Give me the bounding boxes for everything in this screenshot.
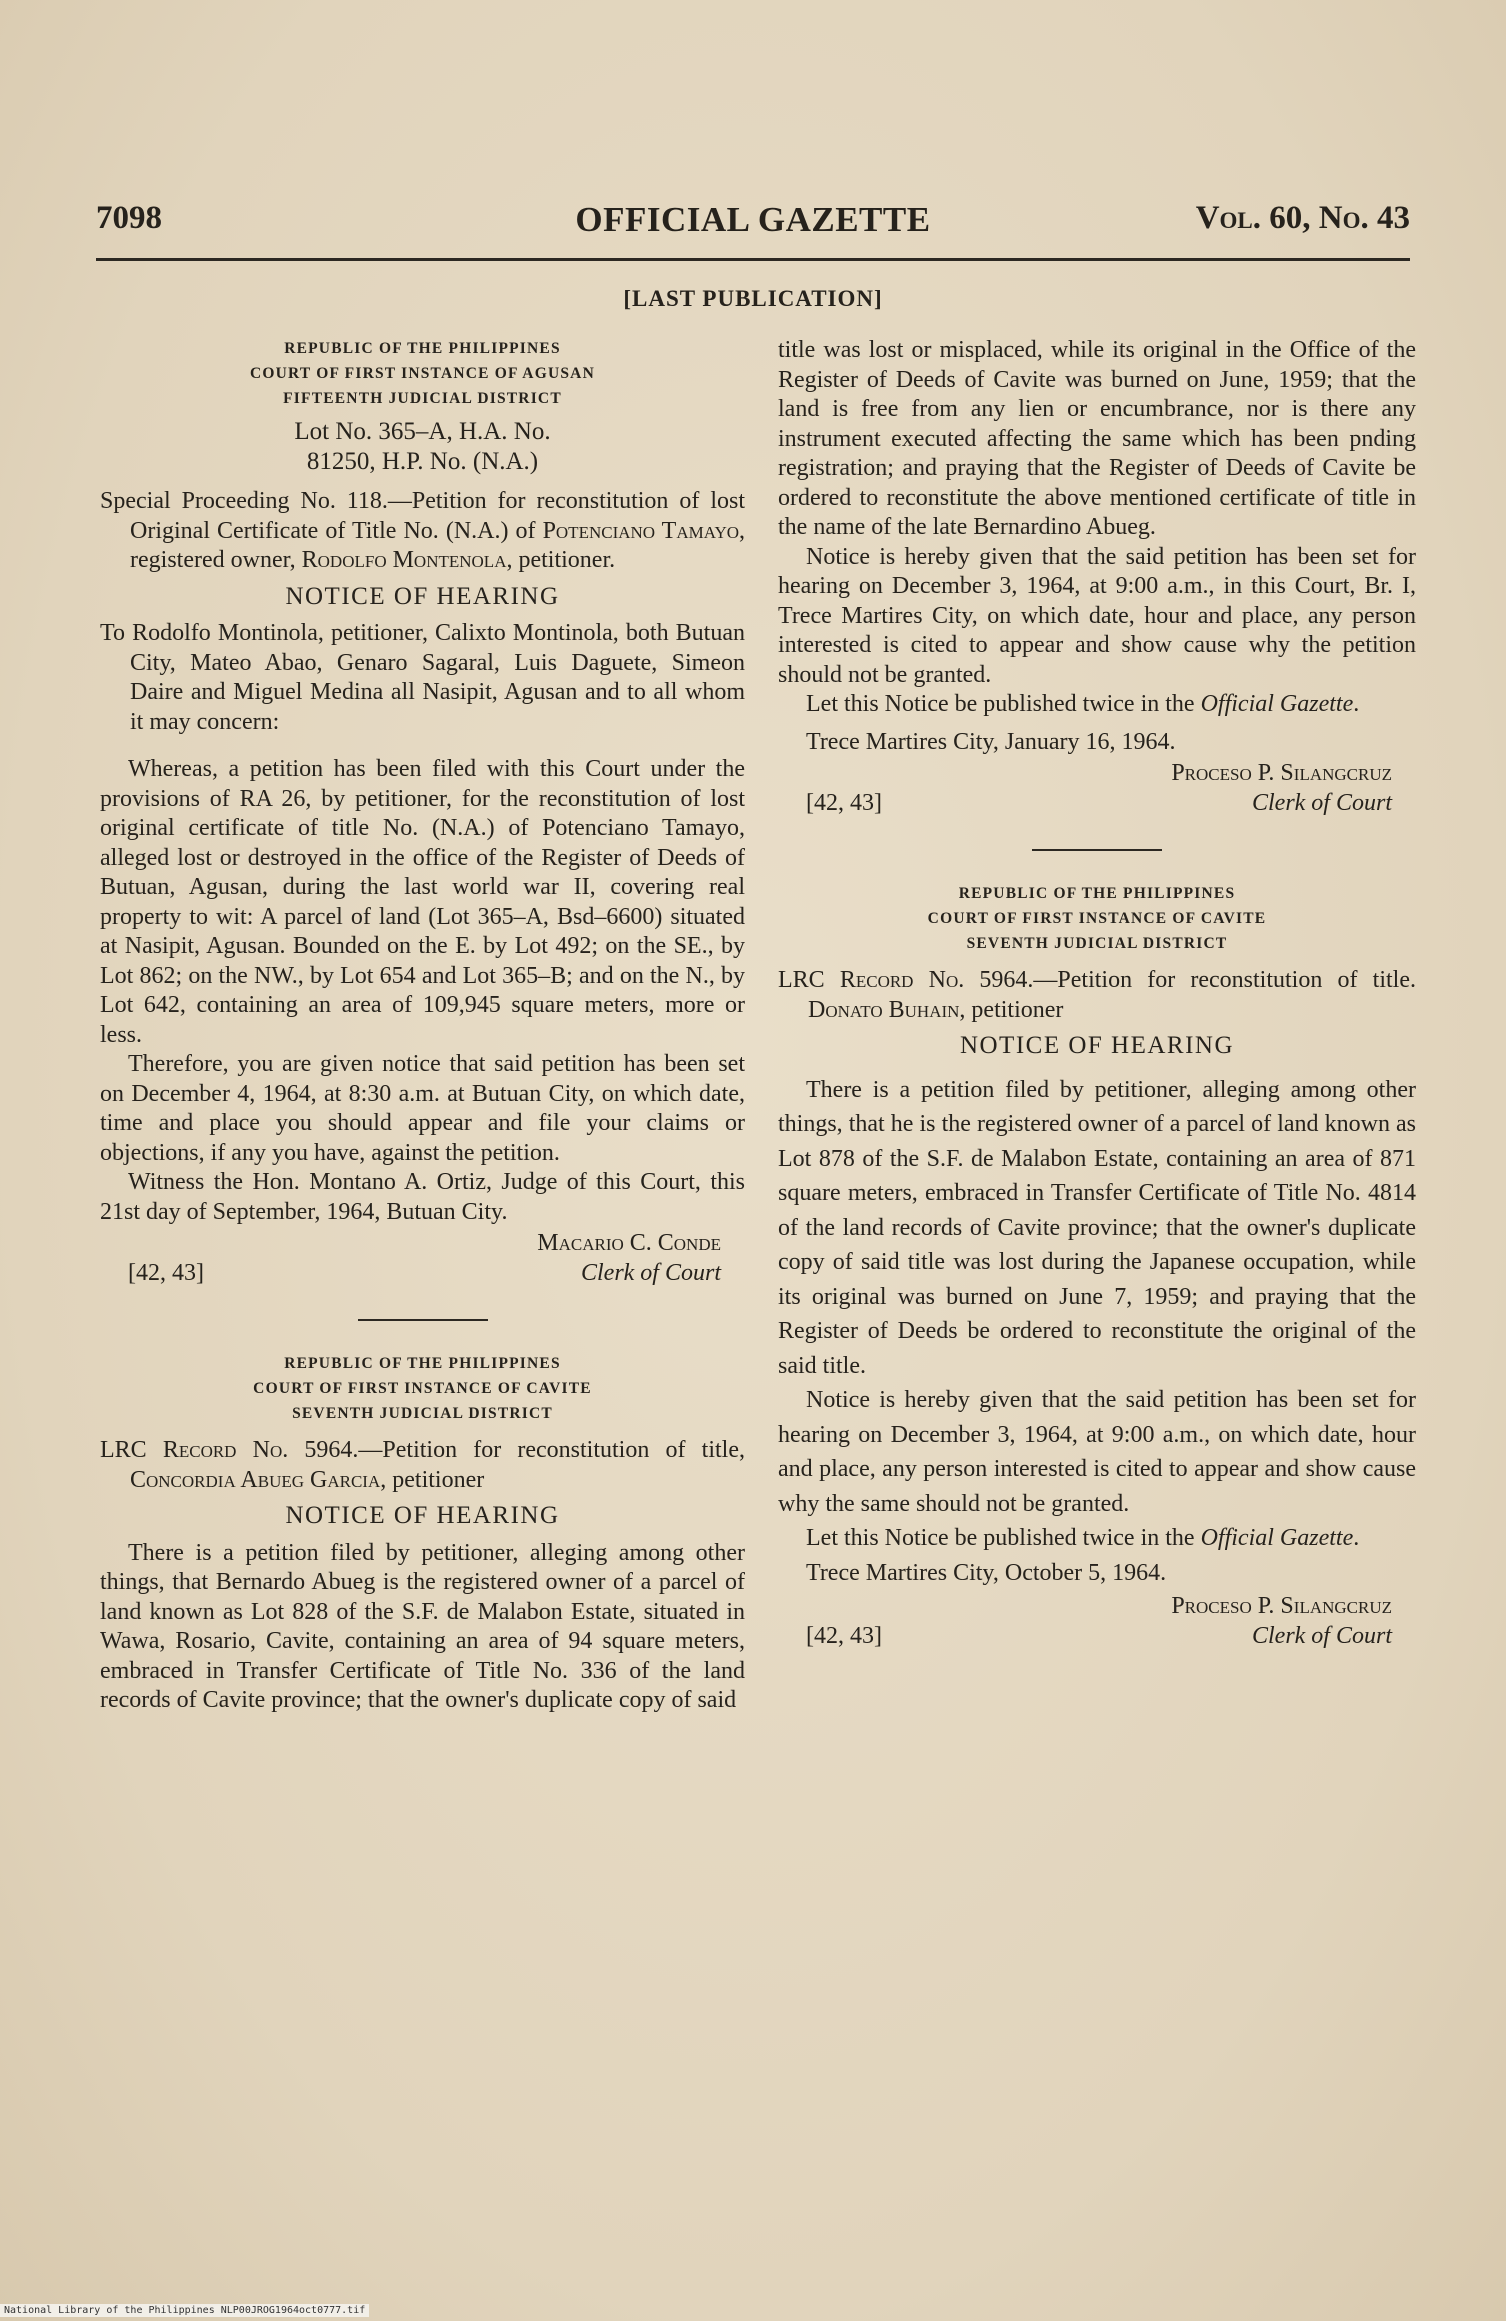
instruction-text: . — [1353, 691, 1360, 717]
publication-instruction — [778, 1521, 1416, 1556]
left-column — [100, 336, 745, 1716]
lot-reference — [100, 417, 745, 477]
section-separator — [358, 1319, 488, 1321]
lot-line-2: 81250, H.P. No. (N.A.) — [306, 448, 539, 475]
instruction-text: . — [1353, 1525, 1360, 1551]
signatory-title: Clerk of Court — [1251, 790, 1392, 816]
record-caption — [778, 966, 1416, 1025]
publication-name: Official Gazette — [1200, 691, 1354, 717]
signatory-name: Proceso P. Silangcruz — [1171, 1593, 1392, 1619]
notice-heading: NOTICE OF HEARING — [285, 582, 560, 610]
court-district: SEVENTH JUDICIAL DISTRICT — [292, 1405, 553, 1422]
loose-body — [778, 1073, 1416, 1591]
issue-reference: [42, 43] — [128, 1260, 204, 1286]
body-paragraph: Notice is hereby given that the said petition has been set for hearing on December 3, 1964, at 9:00 a.m., in this Court, Br. I, Trece Martires City, on which date, hour and place, any person interested is cited to appear and show cause why the petition should not be granted. — [778, 543, 1416, 688]
record-label: LRC Record No — [778, 967, 959, 993]
signatory-name: Proceso P. Silangcruz — [1171, 760, 1392, 786]
body-paragraph: Witness the Hon. Montano A. Ortiz, Judge of this Court, this 21st day of September, 1964, Butuan City. — [100, 1169, 745, 1225]
petitioner-name: Rodolfo Montenola — [301, 547, 507, 573]
notice-cavite-buhain — [778, 881, 1416, 1654]
volume-issue: Vol. 60, No. 43 — [1195, 200, 1410, 236]
notice-agusan — [100, 336, 745, 1291]
header-rule — [96, 258, 1410, 261]
publication-instruction — [778, 690, 1416, 720]
proceeding-caption — [100, 487, 745, 576]
caption-text: Special Proceeding No. 118.—Petition for reconstitution of lost Original Certificate of Title No. (N.A.) of — [100, 488, 745, 544]
issue-reference: [42, 43] — [806, 1623, 882, 1649]
running-header — [96, 200, 1410, 250]
caption-text: . 5964.—Petition for reconstitution of title, — [282, 1437, 745, 1463]
caption-text: , petitioner — [380, 1466, 485, 1493]
notice-cavite-garcia-continued — [778, 336, 1416, 821]
court-republic: REPUBLIC OF THE PHILIPPINES — [284, 1355, 561, 1372]
body-paragraph: Whereas, a petition has been filed with this Court under the provisions of RA 26, by petitioner, for the reconstitution of lost original certificate of title No. (N.A.) of Potenciano Tamayo, alleged lost or destroyed in the office of the Register of Deeds of Butuan, Agusan, during the last world war II, covering real property to wit: A parcel of land (Lot 365–A, Bsd–6600) situated at Nasipit, Agusan. Bounded on the E. by Lot 492; on the SE., by Lot 862; on the NW., by Lot 654 and Lot 365–B; and on the N., by Lot 642, containing an area of 109,945 square meters, more or less. — [100, 756, 745, 1048]
body-paragraph: There is a petition filed by petitioner, alleging among other things, that he is the registered owner of a parcel of land known as Lot 878 of the S.F. de Malabon Estate, containing an area of 871 square meters, embraced in Transfer Certificate of Title No. 4814 of the land records of Cavite province; that the owner's duplicate copy of said title was lost during the Japanese occupation, while its original was burned on June 7, 1959; and praying that the Register of Deeds be ordered to reconstitute the original of the said title. — [778, 1076, 1416, 1379]
publication-name: Official Gazette — [1200, 1525, 1354, 1551]
court-district: FIFTEENTH JUDICIAL DISTRICT — [283, 390, 562, 407]
court-republic: REPUBLIC OF THE PHILIPPINES — [284, 340, 561, 357]
signature-block — [778, 1590, 1416, 1654]
body-paragraph: There is a petition filed by petitioner, alleging among other things, that Bernardo Abueg is the registered owner of a parcel of land known as Lot 828 of the S.F. de Malabon Estate, situated in Wawa, Rosario, Cavite, containing an area of 94 square meters, embraced in Transfer Certificate of Title No. 336 of the land records of Cavite province; that the owner's duplicate copy of said — [100, 1539, 745, 1713]
registered-owner: Potenciano Tamayo — [542, 517, 739, 544]
petitioner-name: Donato Buhain — [808, 996, 960, 1023]
signature-block — [778, 757, 1416, 821]
body-paragraph-continued: title was lost or misplaced, while its original in the Office of the Register of Deeds of Cavite was burned on June, 1959; that the land is free from any lien or encumbrance, nor is there any instrument executed affecting the same which has been pnding registration; and praying that the Register of Deeds of Cavite be ordered to reconstitute the above mentioned certificate of title in the name of the late Bernardino Abueg. — [778, 337, 1416, 540]
court-republic: REPUBLIC OF THE PHILIPPINES — [958, 885, 1236, 902]
section-separator — [1032, 849, 1162, 851]
last-publication-banner: [LAST PUBLICATION] — [623, 286, 883, 311]
caption-text: , petitioner — [959, 996, 1064, 1023]
instruction-text: Let this Notice be published twice in the — [806, 691, 1201, 717]
instruction-text: Let this Notice be published twice in the — [806, 1525, 1201, 1551]
record-caption — [100, 1436, 745, 1495]
body-paragraph: Notice is hereby given that the said petition has been set for hearing on December 3, 1964, at 9:00 a.m., on which date, hour and place, any person interested is cited to appear and show cause why the same should not be granted. — [778, 1387, 1416, 1517]
notice-heading: NOTICE OF HEARING — [959, 1032, 1235, 1059]
signatory-title: Clerk of Court — [1251, 1623, 1392, 1649]
lot-line-1: Lot No. 365–A, H.A. No. — [294, 418, 551, 445]
notice-heading: NOTICE OF HEARING — [285, 1502, 560, 1529]
petitioner-name: Concordia Abueg Garcia — [130, 1466, 381, 1493]
court-name: COURT OF FIRST INSTANCE OF CAVITE — [253, 1380, 592, 1397]
dateline: Trece Martires City, October 5, 1964. — [806, 1559, 1167, 1586]
body-paragraph: Therefore, you are given notice that said petition has been set on December 4, 1964, at 8:30 a.m. at Butuan City, on which date, time and place you should appear and file your claims or objections, if any you have, against the petition. — [100, 1051, 745, 1166]
issue-reference: [42, 43] — [806, 790, 882, 816]
addressees: To Rodolfo Montinola, petitioner, Calixto Montinola, both Butuan City, Mateo Abao, Genaro Sagaral, Luis Daguete, Simeon Daire and Miguel Medina all Nasipit, Agusan and to all whom it may concern: — [100, 620, 745, 735]
court-name: COURT OF FIRST INSTANCE OF CAVITE — [927, 910, 1267, 927]
caption-text: , registered owner, — [130, 517, 745, 573]
page-number: 7098 — [96, 200, 162, 236]
publication-title: OFFICIAL GAZETTE — [575, 200, 931, 239]
right-column — [778, 336, 1416, 1654]
notice-cavite-garcia — [100, 1351, 745, 1716]
scan-footer: National Library of the Philippines NLP00JROG1964oct0777.tif — [0, 2304, 369, 2317]
record-label: LRC Record No — [100, 1437, 283, 1463]
dateline: Trece Martires City, January 16, 1964. — [806, 728, 1176, 755]
signatory-name: Macario C. Conde — [537, 1230, 721, 1256]
signature-block — [100, 1227, 745, 1291]
signatory-title: Clerk of Court — [580, 1260, 721, 1286]
court-district: SEVENTH JUDICIAL DISTRICT — [966, 935, 1228, 952]
caption-text: , petitioner. — [506, 547, 616, 573]
caption-text: . 5964.—Petition for reconstitution of title. — [958, 967, 1416, 993]
court-name: COURT OF FIRST INSTANCE OF AGUSAN — [250, 365, 595, 382]
